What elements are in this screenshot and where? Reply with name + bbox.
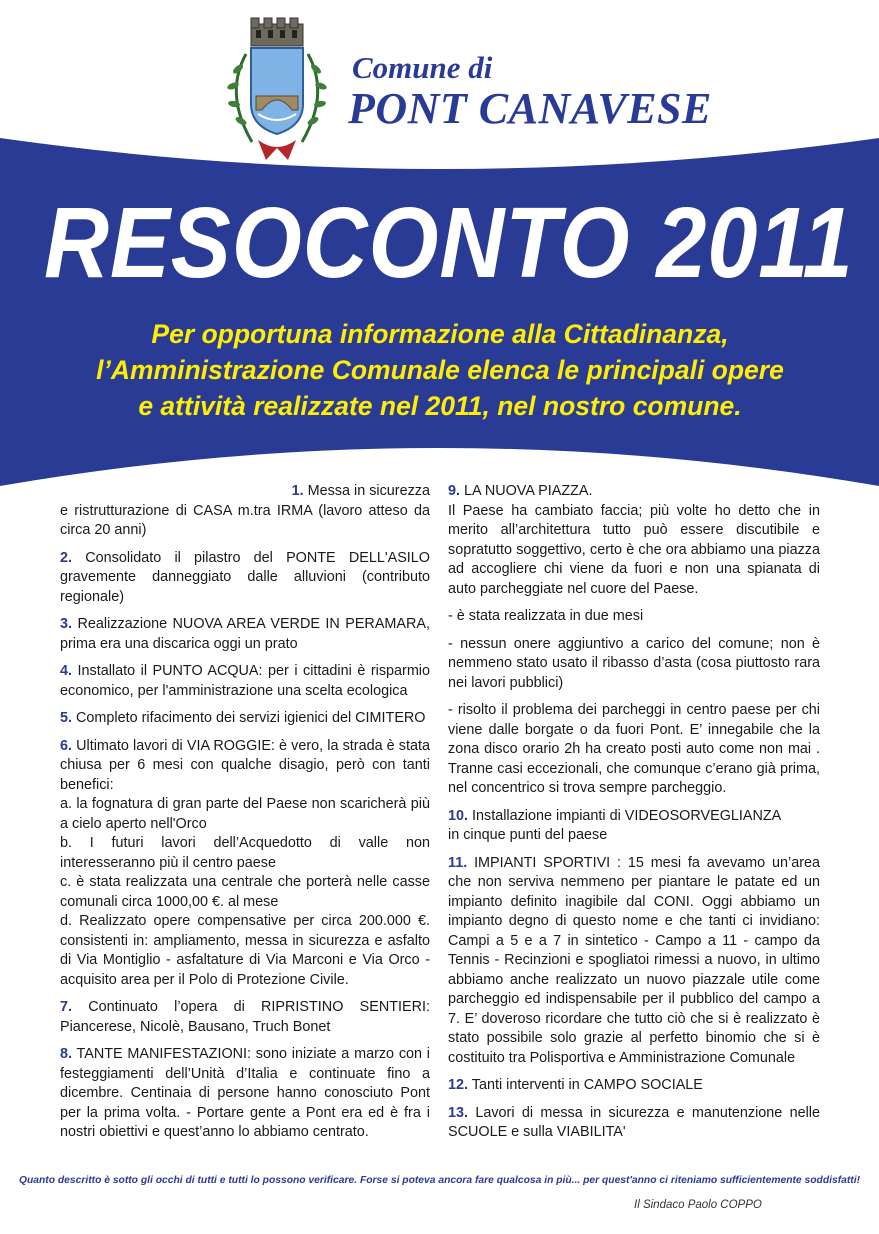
item-text: TANTE MANIFESTAZIONI: sono iniziate a marzo con i festeggiamenti dell’Unità d’Italia e continuate fino a dicembre. Centinaia di persone hanno conosciuto Pont per la prima volta. - Portare gente a Pont era ed è fra i nostri obiettivi e quest’anno lo abbiamo centrato.: [60, 1046, 430, 1140]
list-item: [448, 482, 820, 799]
paragraph: - nessun onere aggiuntivo a carico del comune; non è nemmeno stato usato il ribasso d’asta (cosa piuttosto rara nei lavori pubblici): [448, 635, 820, 691]
list-item: [60, 998, 430, 1037]
item-number: 7.: [60, 999, 73, 1015]
item-number: 12.: [448, 1077, 469, 1093]
item-text: LA NUOVA PIAZZA.: [464, 483, 593, 499]
sub-item: a. la fognatura di gran parte del Paese non scaricherà più a cielo aperto nell'Orco: [60, 796, 430, 832]
signature: Il Sindaco Paolo COPPO: [634, 1199, 762, 1211]
item-text: Messa in sicurezza: [307, 483, 430, 499]
list-item: [60, 615, 430, 654]
right-column: [448, 482, 820, 1151]
item-text: Ultimato lavori di VIA ROGGIE: è vero, la strada è stata chiusa per 6 mesi con qualche disagio, però con tanti benefici:: [60, 737, 431, 793]
list-item: [448, 807, 820, 846]
item-number: 5.: [60, 710, 73, 726]
item-number: 6.: [60, 737, 73, 754]
item-number: 3.: [60, 616, 73, 632]
list-item: [60, 662, 430, 701]
comune-di-label: Comune di: [352, 50, 493, 85]
item-text: in cinque punti del paese: [448, 827, 608, 843]
item-number: 9.: [448, 483, 461, 499]
item-number: 10.: [448, 807, 469, 824]
paragraph: - risolto il problema dei parcheggi in centro paese per chi viene dalle borgate o da fuori Pont. E’ innegabile che la zona disco orario 2h ha creato posti auto come non mai . Tranne casi eccezionali, che comunque c’erano già prima, nel concentrico si trova sempre parcheggio.: [448, 702, 820, 796]
subtitle-line: Per opportuna informazione alla Cittadinanza,: [151, 319, 729, 349]
list-item: [448, 1104, 820, 1143]
item-text: Completo rifacimento dei servizi igienici del CIMITERO: [76, 710, 426, 726]
item-text: Tanti interventi in CAMPO SOCIALE: [471, 1077, 703, 1093]
sub-item: c. è stata realizzata una centrale che porterà nelle casse comunali circa 1000,00 €. al mese: [60, 874, 430, 910]
item-number: 8.: [60, 1046, 73, 1062]
item-text: Installazione impianti di VIDEOSORVEGLIANZA: [472, 807, 782, 824]
footer-note: Quanto descritto è sotto gli occhi di tutti e tutti lo possono verificare. Forse si poteva ancora fare qualcosa in più... per quest'anno ci riteniamo sufficientemente soddisfatti!: [18, 1175, 861, 1186]
item-number: 1.: [291, 483, 304, 499]
item-text: Lavori di messa in sicurezza e manutenzione nelle SCUOLE e sulla VIABILITA': [448, 1104, 821, 1140]
sub-item: b. I futuri lavori dell’Acquedotto di valle non interesseranno più il centro paese: [60, 835, 430, 871]
item-number: 13.: [448, 1104, 469, 1121]
item-number: 2.: [60, 549, 73, 566]
page-title: RESOCONTO 2011: [43, 187, 854, 299]
subtitle-line: e attività realizzate nel 2011, nel nostro comune.: [138, 391, 742, 421]
list-item: [60, 737, 430, 991]
list-item: [60, 709, 430, 729]
paragraph: Il Paese ha cambiato faccia; più volte ho detto che in merito all’architettura tutto può essere discutibile e sopratutto soggettivo, certo è che ora abbiamo una piazza ad accogliere chi viene da fuori e non una spianata di auto parcheggiate nel cuore del Paese.: [448, 502, 820, 597]
item-text: Consolidato il pilastro del PONTE DELL'ASILO gravemente danneggiato dalle alluvioni (contributo regionale): [60, 549, 430, 605]
list-item: [60, 549, 430, 608]
item-text: IMPIANTI SPORTIVI : 15 mesi fa avevamo un’area che non serviva nemmeno per piantare le patate ed un impianto definito inagibile dal CONI. Oggi abbiamo un impianto degno di questo nome e che tanti ci invidiano: Campi a 5 e a 7 in sintetico - Campo a 11 - campo da Tennis - Recinzioni e spogliatoi rimessi a nuovo, in ultimo abbiamo anche realizzato un nuovo piazzale utile come parcheggio ed indispensabile per il pubblico del campo a 7. E’ doveroso ricordare che tutto ciò che si è realizzato è stato possibile solo grazie al perfetto binomio che si è costituito tra Polisportiva e Amministrazione Comunale: [448, 854, 820, 1066]
comune-name: PONT CANAVESE: [348, 84, 712, 133]
municipal-coat-of-arms-icon: [218, 14, 336, 164]
item-text: Realizzazione NUOVA AREA VERDE IN PERAMARA, prima era una discarica oggi un prato: [60, 616, 431, 652]
list-item: [448, 1076, 820, 1096]
left-column: [60, 482, 430, 1151]
item-text: e ristrutturazione di CASA m.tra IRMA (lavoro atteso da circa 20 anni): [60, 502, 430, 538]
subtitle: [40, 316, 840, 424]
subtitle-line: l’Amministrazione Comunale elenca le principali opere: [96, 355, 784, 385]
item-number: 4.: [60, 663, 73, 679]
item-text: Installato il PUNTO ACQUA: per i cittadini è risparmio economico, per l'amministrazione una scelta ecologica: [60, 663, 431, 699]
sub-item: d. Realizzato opere compensative per circa 200.000 €. consistenti in: ampliamento, messa in sicurezza e asfalto di Via Montiglio - asfaltature di Via Marconi e Via Orco - acquisito area per il Polo di Protezione Civile.: [60, 913, 430, 988]
paragraph: - è stata realizzata in due mesi: [448, 608, 644, 624]
item-text: Continuato l’opera di RIPRISTINO SENTIERI: Piancerese, Nicolè, Bausano, Truch Bonet: [60, 999, 431, 1035]
list-item: [60, 482, 430, 541]
list-item: [60, 1045, 430, 1143]
list-item: [448, 854, 820, 1069]
item-number: 11.: [448, 854, 468, 871]
